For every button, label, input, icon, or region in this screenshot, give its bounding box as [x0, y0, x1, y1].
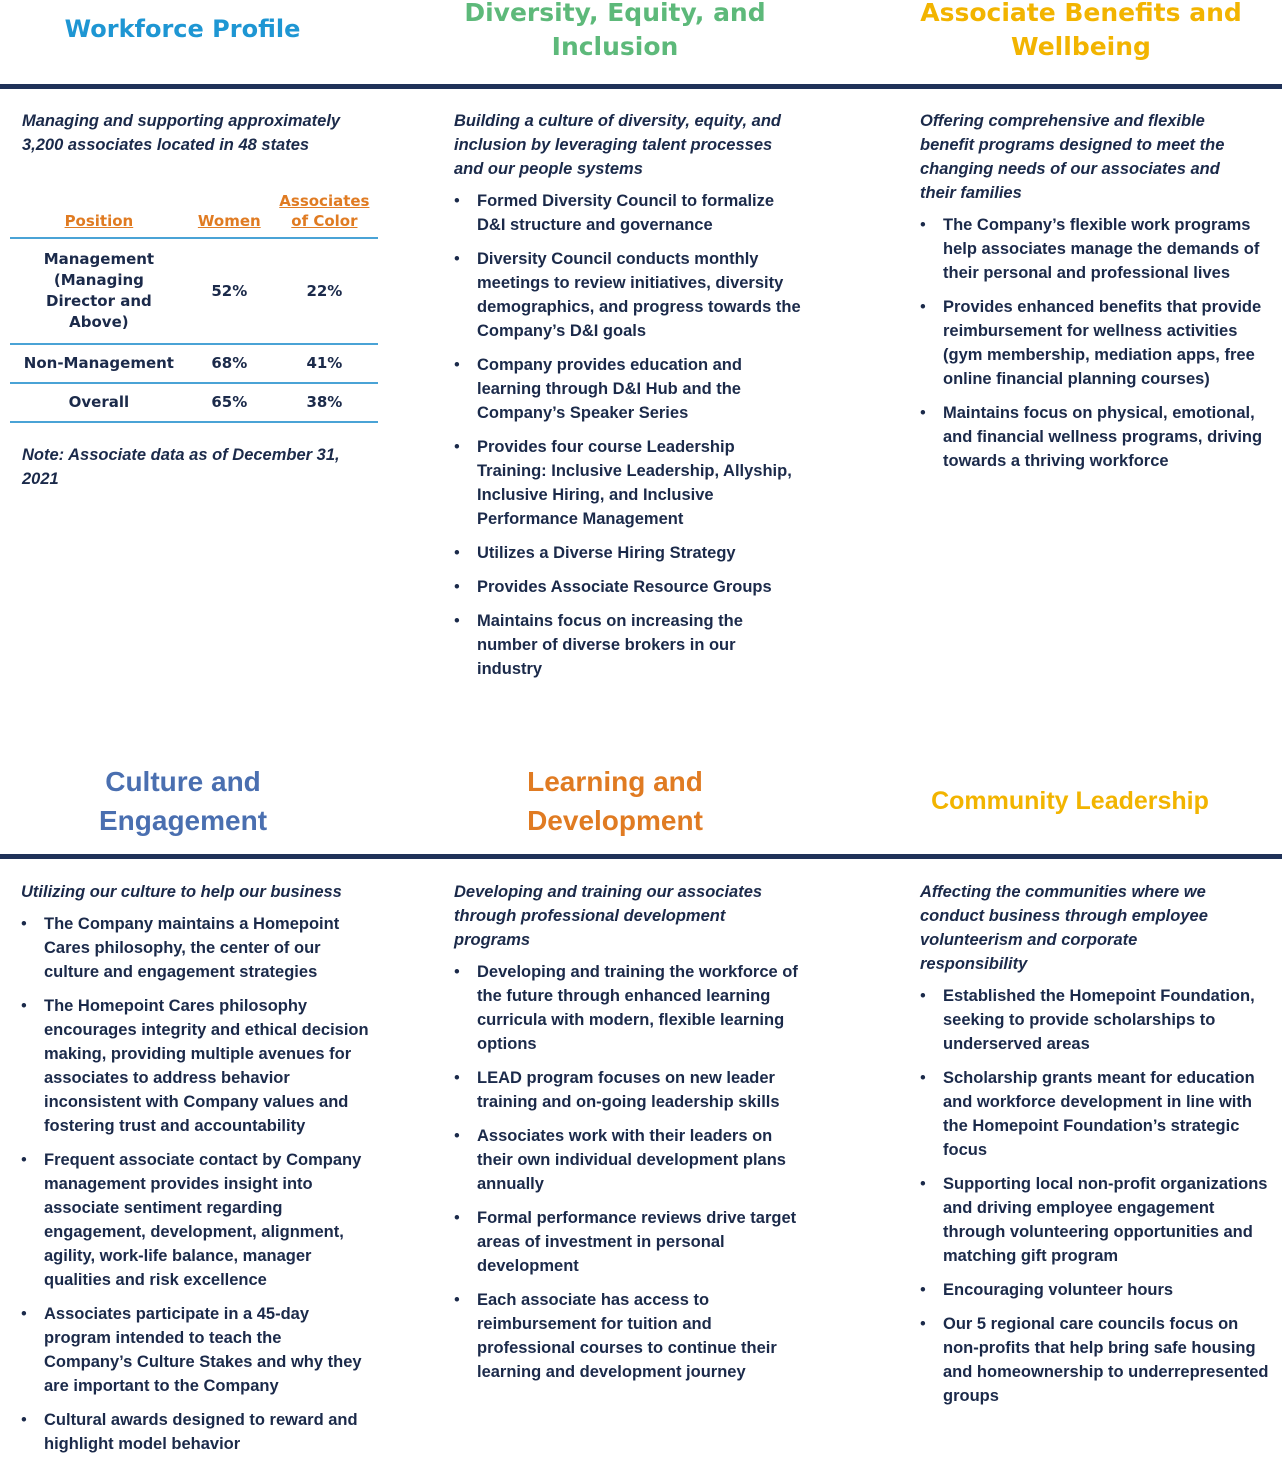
list-item: • Utilizes a Diverse Hiring Strategy	[454, 541, 804, 565]
top-divider	[0, 84, 1282, 89]
associates-of-color-cell: 38%	[271, 383, 378, 422]
learning-list	[454, 960, 804, 1384]
list-item: • The Company maintains a Homepoint Cares philosophy, the center of our culture and engagement strategies	[21, 912, 371, 984]
list-item: • Formed Diversity Council to formalize D&I structure and governance	[454, 189, 804, 237]
dei-column	[454, 109, 804, 691]
list-item: • Frequent associate contact by Company management provides insight into associate sentiment regarding engagement, development, alignment, agility, work-life balance, manager qualities and risk excellence	[21, 1148, 371, 1292]
associates-of-color-cell: 22%	[271, 238, 378, 344]
list-item: • Formal performance reviews drive target areas of investment in personal development	[454, 1206, 804, 1278]
list-item: • Associates participate in a 45-day program intended to teach the Company’s Culture Stakes and why they are important to the Company	[21, 1302, 371, 1398]
dei-list	[454, 189, 804, 681]
dei-heading: Diversity, Equity, and Inclusion	[464, 0, 766, 61]
workforce-note: Note: Associate data as of December 31, 2021	[22, 446, 340, 488]
culture-intro: Utilizing our culture to help our business	[21, 883, 342, 901]
women-cell: 52%	[188, 238, 271, 344]
women-cell: 68%	[188, 344, 271, 383]
workforce-column	[10, 109, 380, 508]
table-row	[10, 344, 378, 383]
community-heading: Community Leadership	[931, 787, 1209, 815]
list-item: • Provides enhanced benefits that provide reimbursement for wellness activities (gym membership, mediation apps, free online financial planning courses)	[920, 295, 1270, 391]
workforce-table	[10, 191, 378, 423]
table-row	[10, 383, 378, 422]
benefits-list	[920, 213, 1270, 473]
list-item: • Maintains focus on physical, emotional, and financial wellness programs, driving towards a thriving workforce	[920, 401, 1270, 473]
position-header: Position	[10, 191, 188, 238]
list-item: • The Company’s flexible work programs help associates manage the demands of their personal and professional lives	[920, 213, 1270, 285]
table-row	[10, 238, 378, 344]
culture-heading: Culture and Engagement	[98, 766, 268, 836]
learning-heading: Learning and Development	[527, 766, 703, 836]
dei-intro: Building a culture of diversity, equity, and inclusion by leveraging talent processes and our people systems	[454, 112, 781, 178]
list-item: • Maintains focus on increasing the number of diverse brokers in our industry	[454, 609, 804, 681]
position-cell: Non-Management	[10, 344, 188, 383]
culture-list	[21, 912, 371, 1456]
list-item: • Provides Associate Resource Groups	[454, 575, 804, 599]
workforce-profile-heading: Workforce Profile	[64, 15, 301, 43]
learning-intro: Developing and training our associates through professional development programs	[454, 883, 763, 949]
list-item: • Established the Homepoint Foundation, seeking to provide scholarships to underserved areas	[920, 984, 1270, 1056]
position-cell: Overall	[10, 383, 188, 422]
benefits-intro: Offering comprehensive and flexible benefit programs designed to meet the changing needs of our associates and their families	[920, 112, 1225, 202]
list-item: • Associates work with their leaders on their own individual development plans annually	[454, 1124, 804, 1196]
associates-of-color-header: Associates of Color	[271, 191, 378, 238]
community-intro: Affecting the communities where we conduct business through employee volunteerism and corporate responsibility	[920, 883, 1208, 973]
list-item: • The Homepoint Cares philosophy encourages integrity and ethical decision making, providing multiple avenues for associates to address behavior inconsistent with Company values and fostering trust and accountability	[21, 994, 371, 1138]
table-header-row	[10, 191, 378, 238]
benefits-heading: Associate Benefits and Wellbeing	[920, 0, 1242, 61]
list-item: • Supporting local non-profit organizations and driving employee engagement through volunteering opportunities and matching gift program	[920, 1172, 1270, 1268]
list-item: • Each associate has access to reimbursement for tuition and professional courses to continue their learning and development journey	[454, 1288, 804, 1384]
middle-divider	[0, 854, 1282, 859]
list-item: • LEAD program focuses on new leader training and on-going leadership skills	[454, 1066, 804, 1114]
culture-column	[21, 880, 371, 1466]
learning-column	[454, 880, 804, 1394]
list-item: • Our 5 regional care councils focus on non-profits that help bring safe housing and homeownership to underrepresented groups	[920, 1312, 1270, 1408]
women-cell: 65%	[188, 383, 271, 422]
list-item: • Provides four course Leadership Training: Inclusive Leadership, Allyship, Inclusive Hiring, and Inclusive Performance Management	[454, 435, 804, 531]
workforce-intro: Managing and supporting approximately 3,200 associates located in 48 states	[22, 112, 341, 154]
community-list	[920, 984, 1270, 1408]
list-item: • Cultural awards designed to reward and highlight model behavior	[21, 1408, 371, 1456]
list-item: • Developing and training the workforce of the future through enhanced learning curricula with modern, flexible learning options	[454, 960, 804, 1056]
associates-of-color-cell: 41%	[271, 344, 378, 383]
benefits-column	[920, 109, 1270, 483]
community-column	[920, 880, 1270, 1418]
list-item: • Company provides education and learning through D&I Hub and the Company’s Speaker Series	[454, 353, 804, 425]
list-item: • Encouraging volunteer hours	[920, 1278, 1270, 1302]
list-item: • Scholarship grants meant for education and workforce development in line with the Homepoint Foundation’s strategic focus	[920, 1066, 1270, 1162]
list-item: • Diversity Council conducts monthly meetings to review initiatives, diversity demographics, and progress towards the Company’s D&I goals	[454, 247, 804, 343]
position-cell: Management (Managing Director and Above)	[10, 238, 188, 344]
women-header: Women	[188, 191, 271, 238]
